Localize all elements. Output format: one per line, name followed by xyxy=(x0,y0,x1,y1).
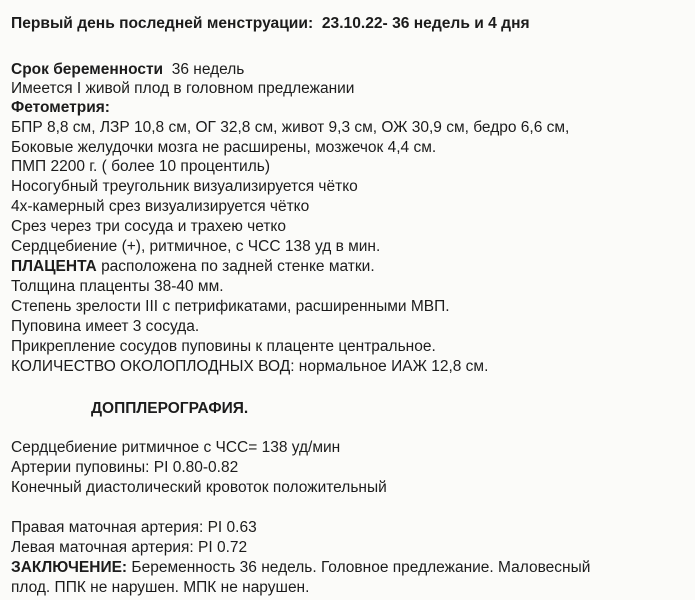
fetometry-line-6: Срез через три сосуда и трахею четко xyxy=(11,218,286,235)
doppler-umbilical: Артерии пуповины: PI 0.80-0.82 xyxy=(11,459,239,476)
conclusion-label: ЗАКЛЮЧЕНИЕ: xyxy=(11,559,128,576)
fetometry-title: Фетометрия: xyxy=(11,99,110,116)
doppler-title: ДОППЛЕРОГРАФИЯ. xyxy=(91,400,249,417)
fetometry-line-5: 4х-камерный срез визуализируется чётко xyxy=(11,198,310,215)
placenta-maturity: Степень зрелости III с петрификатами, расширенными МВП. xyxy=(11,298,450,315)
placenta-attachment: Прикрепление сосудов пуповины к плаценте центральное. xyxy=(11,338,436,355)
placenta-text: расположена по задней стенке матки. xyxy=(101,258,375,275)
lmp-line xyxy=(11,14,530,33)
conclusion-text-1: Беременность 36 недель. Головное предлежание. Маловесный xyxy=(131,559,591,576)
doppler-left-uterine: Левая маточная артерия: PI 0.72 xyxy=(11,539,248,556)
fetometry-line-7: Сердцебиение (+), ритмичное, с ЧСС 138 уд в мин. xyxy=(11,238,381,255)
fetometry-line-4: Носогубный треугольник визуализируется чётко xyxy=(11,178,358,195)
term-line xyxy=(11,60,244,79)
placenta-line xyxy=(11,257,375,276)
placenta-thickness: Толщина плаценты 38-40 мм. xyxy=(11,278,224,295)
fetometry-line-1: БПР 8,8 см, ЛЗР 10,8 см, ОГ 32,8 см, живот 9,3 см, ОЖ 30,9 см, бедро 6,6 см, xyxy=(11,119,570,136)
doppler-right-uterine: Правая маточная артерия: PI 0.63 xyxy=(11,519,257,536)
amniotic-fluid-line: КОЛИЧЕСТВО ОКОЛОПЛОДНЫХ ВОД: нормальное ИАЖ 12,8 см. xyxy=(11,358,489,375)
fetometry-line-3: ПМП 2200 г. ( более 10 процентиль) xyxy=(11,158,270,175)
conclusion-line-1 xyxy=(11,558,590,577)
term-value: 36 недель xyxy=(171,61,245,78)
fetometry-line-2: Боковые желудочки мозга не расширены, мозжечок 4,4 см. xyxy=(11,139,437,156)
lmp-label: Первый день последней менструации: xyxy=(11,15,314,32)
placenta-label: ПЛАЦЕНТА xyxy=(11,258,97,275)
conclusion-line-2: плод. ППК не нарушен. МПК не нарушен. xyxy=(11,579,310,596)
doppler-heart: Сердцебиение ритмичное с ЧСС= 138 уд/мин xyxy=(11,439,341,456)
fetus-line: Имеется I живой плод в головном предлежании xyxy=(11,80,355,97)
lmp-value: 23.10.22- 36 недель и 4 дня xyxy=(321,15,530,32)
term-label: Срок беременности xyxy=(11,61,164,78)
doppler-diastolic: Конечный диастолический кровоток положительный xyxy=(11,479,387,496)
placenta-cord: Пуповина имеет 3 сосуда. xyxy=(11,318,200,335)
